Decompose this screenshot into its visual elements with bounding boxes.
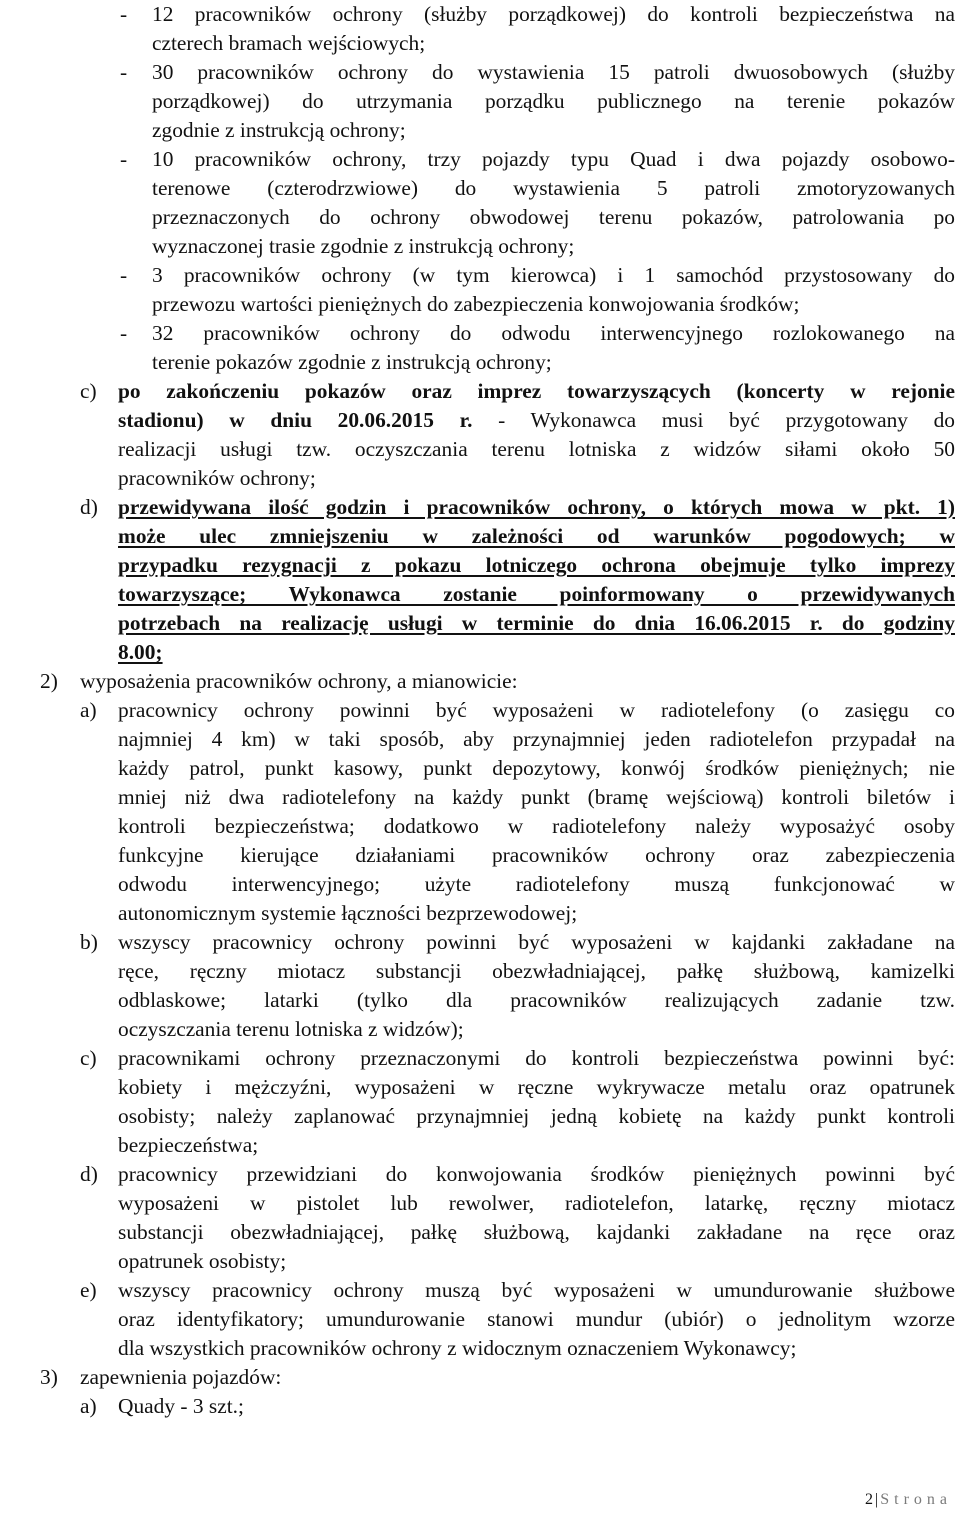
paragraph-line: dla wszystkich pracowników ochrony z widocznym oznaczeniem Wykonawcy; [118, 1336, 797, 1360]
paragraph-line: Quady - 3 szt.; [118, 1394, 244, 1418]
section-heading: wyposażenia pracowników ochrony, a mianowicie: [80, 669, 518, 693]
footer-separator: | [875, 1491, 879, 1508]
paragraph-line: pracowników ochrony; [118, 466, 316, 490]
list-marker: a) [80, 1394, 97, 1418]
paragraph-line: odwodu interwencyjnego; użyte radiotelefony muszą funkcjonować w [118, 872, 955, 896]
section-heading: zapewnienia pojazdów: [80, 1365, 282, 1389]
list-marker: - [120, 321, 128, 345]
paragraph-line: autonomicznym systemie łączności bezprzewodowej; [118, 901, 578, 925]
paragraph-text: - Wykonawca musi być przygotowany do [472, 408, 956, 432]
paragraph-line: przewozu wartości pieniężnych do zabezpieczenia konwojowania środków; [152, 292, 800, 316]
paragraph-line: terenowe (czterodrzwiowe) do wystawienia 5 patroli zmotoryzowanych [152, 176, 955, 200]
paragraph-line: funkcyjne kierujące działaniami pracowników ochrony oraz zabezpieczenia [118, 843, 955, 867]
section-number: 3) [40, 1365, 58, 1389]
paragraph-line: mniej niż dwa radiotelefony na każdy punkt (bramę wejściową) kontroli biletów i [118, 785, 955, 809]
paragraph-line: porządkowej) do utrzymania porządku publicznego na terenie pokazów [152, 89, 955, 113]
paragraph-line: pracownicy przewidziani do konwojowania środków pieniężnych powinni być [118, 1162, 955, 1186]
paragraph-line: 10 pracowników ochrony, trzy pojazdy typu Quad i dwa pojazdy osobowo- [152, 147, 955, 171]
underlined-bold-line: 8.00; [118, 640, 163, 664]
list-marker: e) [80, 1278, 97, 1302]
list-marker: a) [80, 698, 97, 722]
paragraph-line: czterech bramach wejściowych; [152, 31, 426, 55]
list-marker: b) [80, 930, 98, 954]
list-marker: - [120, 60, 128, 84]
section-number: 2) [40, 669, 58, 693]
paragraph-line: kobiety i mężczyźni, wyposażeni w ręczne wykrywacze metalu oraz opatrunek [118, 1075, 955, 1099]
paragraph-line: bezpieczeństwa; [118, 1133, 259, 1157]
paragraph-line: zgodnie z instrukcją ochrony; [152, 118, 406, 142]
paragraph-line: wszyscy pracownicy ochrony powinni być wyposażeni w kajdanki zakładane na [118, 930, 955, 954]
list-marker: d) [80, 1162, 98, 1186]
page-footer [865, 1490, 952, 1510]
paragraph-line: terenie pokazów zgodnie z instrukcją ochrony; [152, 350, 552, 374]
list-marker: - [120, 263, 128, 287]
page-label: Strona [880, 1491, 952, 1508]
underlined-bold-line: potrzebach na realizację usługi w terminie do dnia 16.06.2015 r. do godziny [118, 611, 955, 635]
paragraph-line: pracownikami ochrony przeznaczonymi do kontroli bezpieczeństwa powinni być: [118, 1046, 955, 1070]
paragraph-line: każdy patrol, punkt kasowy, punkt depozytowy, konwój środków pieniężnych; nie [118, 756, 955, 780]
paragraph-line: realizacji usługi tzw. oczyszczania terenu lotniska z widzów siłami około 50 [118, 437, 955, 461]
paragraph-line: odblaskowe; latarki (tylko dla pracowników realizujących zadanie tzw. [118, 988, 955, 1012]
underlined-bold-line: towarzyszące; Wykonawca zostanie poinformowany o przewidywanych [118, 582, 955, 606]
paragraph-line: 3 pracowników ochrony (w tym kierowca) i 1 samochód przystosowany do [152, 263, 955, 287]
list-marker: - [120, 147, 128, 171]
underlined-bold-line: może ulec zmniejszeniu w zależności od warunków pogodowych; w [118, 524, 955, 548]
page-number: 2 [865, 1491, 874, 1508]
paragraph-line: wyznaczonej trasie zgodnie z instrukcją ochrony; [152, 234, 575, 258]
paragraph-line: wyposażeni w pistolet lub rewolwer, radiotelefon, latarkę, ręczny miotacz [118, 1191, 955, 1215]
list-marker: d) [80, 495, 98, 519]
list-marker: c) [80, 1046, 97, 1070]
paragraph-line: osobisty; należy zaplanować przynajmniej jedną kobietę na każdy punkt kontroli [118, 1104, 955, 1128]
paragraph-line: 12 pracowników ochrony (służby porządkowej) do kontroli bezpieczeństwa na [152, 2, 955, 26]
list-marker: - [120, 2, 128, 26]
paragraph-line: wszyscy pracownicy ochrony muszą być wyposażeni w umundurowanie służbowe [118, 1278, 955, 1302]
paragraph-line: substancji obezwładniającej, pałkę służbową, kajdanki zakładane na ręce oraz [118, 1220, 955, 1244]
paragraph-line: pracownicy ochrony powinni być wyposażeni w radiotelefony (o zasięgu co [118, 698, 955, 722]
paragraph-line: oraz identyfikatory; umundurowanie stanowi mundur (ubiór) o jednolitym wzorze [118, 1307, 955, 1331]
paragraph-line: oczyszczania terenu lotniska z widzów); [118, 1017, 464, 1041]
paragraph-line: najmniej 4 km) w taki sposób, aby przynajmniej jeden radiotelefon przypadał na [118, 727, 955, 751]
bold-date-phrase: stadionu) w dniu 20.06.2015 r. [118, 408, 473, 432]
paragraph-line: 30 pracowników ochrony do wystawienia 15 patroli dwuosobowych (służby [152, 60, 955, 84]
underlined-bold-line: przypadku rezygnacji z pokazu lotniczego ochrona obejmuje tylko imprezy [118, 553, 955, 577]
list-marker: c) [80, 379, 97, 403]
paragraph-line: ręce, ręczny miotacz substancji obezwładniającej, pałkę służbową, kamizelki [118, 959, 955, 983]
paragraph-line: kontroli bezpieczeństwa; dodatkowo w radiotelefony należy wyposażyć osoby [118, 814, 955, 838]
underlined-bold-line: przewidywana ilość godzin i pracowników ochrony, o których mowa w pkt. 1) [118, 495, 955, 519]
bold-paragraph-line: po zakończeniu pokazów oraz imprez towarzyszących (koncerty w rejonie [118, 379, 955, 403]
paragraph-line: przeznaczonych do ochrony obwodowej terenu pokazów, patrolowania po [152, 205, 955, 229]
paragraph-line [118, 406, 955, 435]
paragraph-line: 32 pracowników ochrony do odwodu interwencyjnego rozlokowanego na [152, 321, 955, 345]
paragraph-line: opatrunek osobisty; [118, 1249, 287, 1273]
